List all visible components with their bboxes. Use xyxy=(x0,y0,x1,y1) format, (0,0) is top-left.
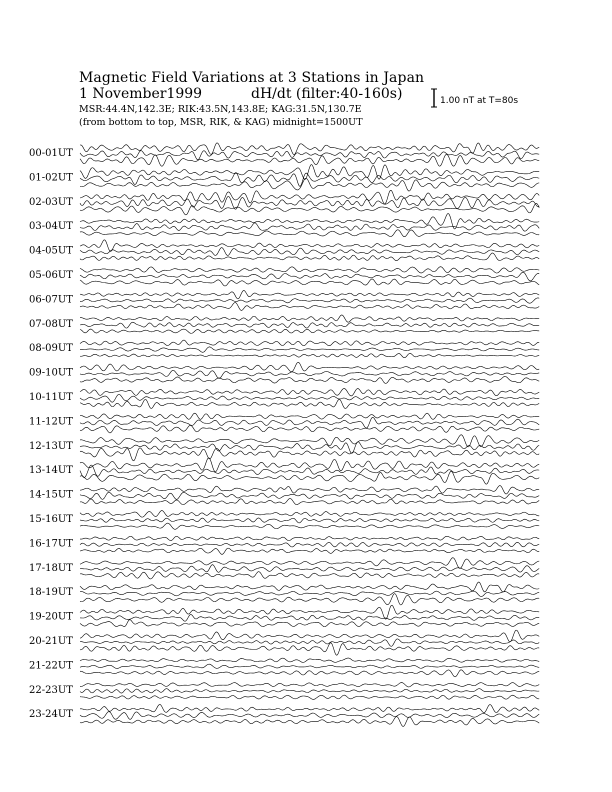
trace-kag xyxy=(80,486,539,494)
trace-msr xyxy=(80,399,539,408)
trace-kag xyxy=(80,362,539,371)
trace-rik xyxy=(80,298,539,303)
trace-msr xyxy=(80,695,539,699)
row-label: 04-05UT xyxy=(29,245,73,257)
row-label: 18-19UT xyxy=(29,587,73,599)
station-coordinates: MSR:44.4N,142.3E; RIK:43.5N,143.8E; KAG:31.5N,130.7E xyxy=(79,104,362,115)
row-label: 12-13UT xyxy=(29,440,73,452)
row-label: 05-06UT xyxy=(29,270,73,281)
row-label: 07-08UT xyxy=(29,318,73,330)
trace-kag xyxy=(80,315,539,322)
trace-rik xyxy=(80,196,539,209)
trace-rik xyxy=(80,518,539,523)
trace-rik xyxy=(80,223,539,231)
trace-msr xyxy=(80,670,539,677)
trace-kag xyxy=(80,582,539,592)
trace-msr xyxy=(80,572,539,579)
trace-rik xyxy=(80,591,539,596)
trace-kag xyxy=(80,511,539,518)
trace-kag xyxy=(80,704,539,712)
trace-kag xyxy=(80,389,539,396)
row-label: 21-22UT xyxy=(29,660,73,672)
row-label: 15-16UT xyxy=(29,514,73,525)
trace-rik xyxy=(80,347,539,352)
trace-rik xyxy=(80,322,539,328)
row-label: 02-03UT xyxy=(29,196,73,208)
trace-rik xyxy=(80,615,539,622)
row-label: 14-15UT xyxy=(29,489,73,501)
row-label: 09-10UT xyxy=(29,367,73,379)
trace-msr xyxy=(80,353,539,357)
component-label: dH/dt (filter:40-160s) xyxy=(251,86,403,102)
trace-kag xyxy=(80,658,539,662)
trace-kag xyxy=(80,290,539,298)
trace-msr xyxy=(80,253,539,261)
trace-kag xyxy=(80,267,539,273)
trace-msr xyxy=(80,499,539,505)
trace-msr xyxy=(80,230,539,237)
row-label: 08-09UT xyxy=(29,343,73,355)
chart-title: Magnetic Field Variations at 3 Stations in Japan xyxy=(79,70,425,86)
trace-msr xyxy=(80,620,539,627)
trace-kag xyxy=(80,240,539,252)
trace-msr xyxy=(80,523,539,529)
trace-rik xyxy=(80,712,539,720)
date-label: 1 November1999 xyxy=(79,86,203,102)
trace-rik xyxy=(80,248,539,256)
trace-kag xyxy=(80,683,539,687)
trace-rik xyxy=(80,542,539,547)
trace-msr xyxy=(80,425,539,433)
trace-kag xyxy=(80,435,539,447)
trace-msr xyxy=(80,303,539,311)
trace-msr xyxy=(80,717,539,727)
row-label: 13-14UT xyxy=(29,465,73,477)
trace-rik xyxy=(80,639,539,646)
trace-kag xyxy=(80,214,539,229)
trace-kag xyxy=(80,413,539,419)
trace-msr xyxy=(80,548,539,554)
trace-rik xyxy=(80,394,539,402)
trace-msr xyxy=(80,448,539,461)
trace-msr xyxy=(80,329,539,333)
trace-kag xyxy=(80,340,539,346)
trace-kag xyxy=(80,558,539,569)
row-label: 10-11UT xyxy=(29,392,73,403)
row-label: 17-18UT xyxy=(29,562,73,574)
trace-kag xyxy=(80,190,539,204)
trace-rik xyxy=(80,565,539,573)
trace-rik xyxy=(80,272,539,281)
trace-rik xyxy=(80,689,539,693)
trace-rik xyxy=(80,664,539,668)
row-label: 22-23UT xyxy=(29,684,73,696)
row-label: 16-17UT xyxy=(29,538,73,550)
station-order-note: (from bottom to top, MSR, RIK, & KAG) midnight=1500UT xyxy=(79,117,363,128)
trace-kag xyxy=(80,630,539,642)
row-label: 06-07UT xyxy=(29,294,73,306)
row-label: 23-24UT xyxy=(29,709,73,721)
trace-rik xyxy=(80,370,539,378)
trace-msr xyxy=(80,279,539,286)
trace-msr xyxy=(80,643,539,655)
trace-rik xyxy=(80,492,539,499)
trace-msr xyxy=(80,594,539,605)
row-label: 00-01UT xyxy=(29,148,73,159)
row-label: 01-02UT xyxy=(29,172,73,184)
trace-msr xyxy=(80,203,539,214)
trace-msr xyxy=(80,154,539,166)
row-label: 20-21UT xyxy=(29,636,73,647)
trace-msr xyxy=(80,376,539,383)
trace-rik xyxy=(80,417,539,428)
trace-kag xyxy=(80,536,539,540)
scale-label: 1.00 nT at T=80s xyxy=(440,96,519,106)
row-label: 11-12UT xyxy=(29,416,73,428)
trace-msr xyxy=(80,178,539,191)
row-label: 19-20UT xyxy=(29,611,73,623)
row-label: 03-04UT xyxy=(29,221,73,233)
